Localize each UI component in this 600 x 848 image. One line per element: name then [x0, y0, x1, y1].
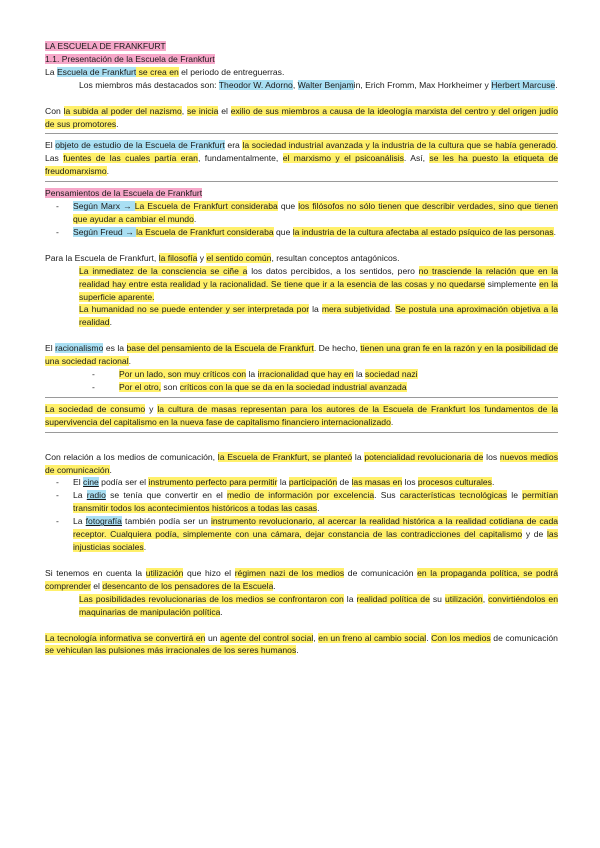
highlight-text: Herbert Marcuse [491, 79, 556, 90]
text: le [507, 490, 523, 501]
highlight-text: utilización [444, 593, 483, 604]
text: El [45, 140, 56, 151]
nazi-media-paragraph [45, 567, 558, 593]
text: , resultan conceptos antagónicos. [271, 252, 400, 263]
document-title [45, 40, 558, 53]
highlight-text: cine [83, 477, 99, 488]
text: , [482, 593, 489, 604]
list-item [45, 489, 558, 515]
text: se tenía que convertir en el [105, 490, 227, 501]
highlight-text: la subida al poder del nazismo [63, 105, 182, 116]
highlight-text: objeto de estudio de la Escuela de Frankfurt [55, 140, 225, 151]
text: , [313, 632, 319, 643]
highlight-text: el sentido común [206, 252, 272, 263]
highlight-text: instrumento perfecto para permitir [148, 477, 278, 488]
text: son [161, 381, 180, 392]
highlight-text: La humanidad no se puede entender y ser interpretada por [79, 304, 310, 315]
heading-text: Pensamientos de la Escuela de Frankfurt [45, 188, 203, 199]
philosophy-sub-paragraph [45, 303, 558, 329]
text: Si tenemos en cuenta la [45, 567, 146, 578]
highlight-text: potencialidad revolucionaria de [364, 451, 484, 462]
text: in, Erich Fromm, Max Horkheimer [353, 79, 483, 90]
highlight-text: Según Freud → [73, 226, 137, 237]
philosophy-paragraph [45, 252, 558, 265]
text: que [277, 201, 299, 212]
highlight-text: la sociedad industrial avanzada y la industria de la cultura que se había generado [242, 140, 556, 151]
text: también podía ser un [121, 516, 211, 527]
highlight-text: las masas en [351, 477, 403, 488]
list-item [45, 381, 558, 394]
highlight-text: los filósofos no sólo tienen que describir verdades, sino que tienen que ayudar a cambiar el mundo [73, 201, 559, 224]
text: que hizo el [183, 567, 235, 578]
text: de comunicación [490, 632, 558, 643]
divider [45, 181, 558, 182]
section-heading [45, 53, 558, 66]
members-paragraph [45, 79, 558, 92]
text: el periodo de entreguerras. [178, 66, 285, 77]
highlight-text: mera subjetividad [321, 304, 390, 315]
highlight-text: nuevos medios de comunicación [45, 451, 558, 475]
highlight-text: Con los medios [431, 632, 491, 643]
text: . De hecho, [313, 343, 361, 354]
highlight-text: la filosofía [158, 252, 198, 263]
text: los datos percibidos, a los sentidos, pero [247, 265, 419, 276]
highlight-text: irracionalidad que hay en [257, 369, 354, 380]
highlight-text: críticos con la que se da en la sociedad industrial avanzada [179, 381, 407, 392]
text: . [220, 606, 223, 617]
rationalism-paragraph [45, 342, 558, 368]
text: Para la Escuela de Frankfurt, [45, 252, 159, 263]
highlight-text: permitían transmitir todos los acontecimientos históricos a todas las casas [73, 490, 559, 514]
text: . [389, 304, 396, 315]
intro-paragraph [45, 66, 558, 79]
highlight-text: se vehiculan las pulsiones más irracionales de los seres humanos [45, 645, 297, 656]
text: . [109, 317, 112, 328]
highlight-text: la Escuela de Frankfurt, se planteó [217, 451, 353, 462]
media-list [45, 476, 558, 553]
highlight-text: Escuela de Frankfurt [56, 66, 137, 77]
highlight-text: la Escuela de Frankfurt consideraba [136, 226, 274, 237]
text: podía ser el [98, 477, 149, 488]
text: Con [45, 105, 64, 116]
text: la [353, 369, 366, 380]
highlight-text: desencanto de los pensadores de la Escuela [102, 580, 274, 591]
text: Con relación a los medios de comunicación, [45, 451, 218, 462]
text: El [45, 343, 56, 354]
text: . [116, 118, 119, 129]
highlight-text: en la superficie aparente. [79, 278, 558, 302]
nazi-media-sub-paragraph [45, 593, 558, 619]
text: . Sus [374, 490, 400, 501]
highlight-text: fotografía [85, 516, 122, 527]
text: y [145, 403, 158, 414]
text: que [273, 226, 293, 237]
media-intro-paragraph [45, 451, 558, 477]
text: los [483, 451, 500, 462]
highlight-text: La sociedad de consumo [45, 403, 146, 414]
list-item [45, 226, 558, 239]
highlight-text: racionalismo [55, 343, 104, 354]
text: . [555, 79, 558, 90]
text: y de [522, 529, 547, 540]
highlight-text: procesos culturales [417, 477, 492, 488]
text: . [273, 580, 276, 591]
text: la [352, 451, 365, 462]
text: . [128, 356, 131, 367]
highlight-text: se crea en [136, 66, 179, 77]
philosophy-sub-paragraph [45, 265, 558, 304]
text: , [181, 105, 187, 116]
text: el [90, 580, 103, 591]
highlight-text: exilio de sus miembros a causa de la ideología marxista del centro y del origen judío de sus promotores [45, 105, 558, 129]
highlight-text: participación [288, 477, 338, 488]
text: la [246, 369, 258, 380]
text: un [205, 632, 221, 643]
object-paragraph [45, 139, 558, 178]
text: la [309, 304, 322, 315]
nazism-paragraph [45, 105, 558, 131]
text: Los miembros más destacados son: [79, 79, 219, 90]
highlight-text: se inicia [186, 105, 219, 116]
text: . [390, 416, 394, 427]
highlight-text: el marxismo y el psicoanálisis [282, 153, 404, 164]
highlight-text: La inmediatez de la consciencia se ciñe a [79, 265, 248, 276]
text: simplemente [485, 278, 540, 289]
text: . [491, 477, 495, 488]
list-item [45, 515, 558, 554]
text: La [73, 516, 86, 527]
highlight-text: no trasciende la relación que en la realidad hay entre esta realidad y la racionalidad. Se tiene que ir a la esencia de las cosas y no quedarse [79, 265, 558, 289]
text: . [109, 464, 112, 475]
text: El [73, 477, 84, 488]
highlight-text: características tecnológicas [399, 490, 508, 501]
highlight-text: Se postula una aproximación objetiva a la realidad [79, 304, 558, 328]
text: la [277, 477, 289, 488]
consumer-paragraph [45, 403, 558, 429]
highlight-text: utilización [145, 567, 184, 578]
text: . [143, 542, 147, 552]
divider [45, 133, 558, 134]
text: . [106, 166, 109, 177]
highlight-text: sociedad nazi [365, 369, 418, 380]
highlight-text: en un freno al cambio social [318, 632, 427, 643]
highlight-text: Según Marx → [73, 201, 135, 212]
highlight-text: La tecnología informativa se convertirá en [45, 632, 206, 643]
highlight-text: radio [86, 490, 106, 501]
highlight-text: Walter Benjam [297, 79, 354, 90]
text: , fundamentalmente, [197, 153, 283, 164]
highlight-text: La Escuela de Frankfurt consideraba [134, 201, 278, 212]
technology-paragraph [45, 632, 558, 658]
thoughts-heading [45, 187, 558, 200]
highlight-text: la industria de la cultura afectaba al estado psíquico de las personas [292, 226, 554, 237]
text: . [296, 645, 299, 656]
highlight-text: Theodor W. Adorno [218, 79, 293, 90]
text: de comunicación [344, 567, 418, 578]
text: . Así, [403, 153, 430, 164]
text: La [45, 66, 57, 77]
highlight-text: Por el otro, [119, 381, 162, 392]
highlight-text: Las posibilidades revolucionarias de los medios se confrontaron con [79, 593, 344, 604]
list-item [45, 200, 558, 226]
text: . [193, 213, 197, 224]
highlight-text: base del pensamiento de la Escuela de Frankfurt [126, 343, 314, 354]
text: su [429, 593, 445, 604]
title-text: LA ESCUELA DE FRANKFURT [45, 41, 166, 51]
thoughts-list [45, 200, 558, 239]
list-item [45, 476, 558, 489]
text: es la [103, 343, 127, 354]
section-heading-text: 1.1. Presentación de la Escuela de Frankfurt [45, 53, 215, 64]
text: . Las [45, 140, 558, 164]
highlight-text: la cultura de masas representan para los autores de la Escuela de Frankfurt los fundamentos de la supervivencia del capitalismo en la nueva fase de capitalismo financiero internacionalizado [45, 403, 559, 427]
highlight-text: tienen una gran fe en la razón y en la posibilidad de una sociedad racional [45, 343, 559, 367]
highlight-text: agente del control social [220, 632, 314, 643]
highlight-text: Por un lado, son muy críticos con [119, 369, 247, 380]
list-item [45, 368, 558, 381]
highlight-text: realidad política de [356, 593, 430, 604]
text: . [317, 503, 320, 514]
text: el [218, 105, 231, 116]
text: . [426, 632, 432, 643]
text: La [73, 490, 87, 501]
text: y [482, 79, 492, 90]
highlight-text: convirtiéndolos en maquinarias de manipulación política [79, 593, 558, 617]
divider [45, 432, 558, 433]
highlight-text: en la propaganda política, se podrá comprender [45, 567, 558, 591]
text: , [292, 79, 298, 90]
text: y [197, 252, 207, 263]
text: . [553, 226, 556, 237]
highlight-text: medio de información por excelencia [226, 490, 375, 501]
highlight-text: régimen nazi de los medios [234, 567, 345, 578]
highlight-text: se les ha puesto la etiqueta de freudomarxismo [45, 153, 558, 177]
rationalism-list [45, 368, 558, 394]
text: era [224, 140, 243, 151]
text: los [402, 477, 418, 488]
text: de [337, 477, 352, 488]
highlight-text: las injusticias sociales [73, 529, 558, 552]
text: la [343, 593, 357, 604]
highlight-text: instrumento revolucionario, al acercar la realidad histórica a la realidad cotidiana de cada receptor. Cualquiera podía, simplemente con una cámara, dejar constancia de las contradicciones del capitalismo [73, 516, 559, 540]
divider [45, 397, 558, 398]
highlight-text: fuentes de las cuales partía eran [63, 153, 198, 164]
